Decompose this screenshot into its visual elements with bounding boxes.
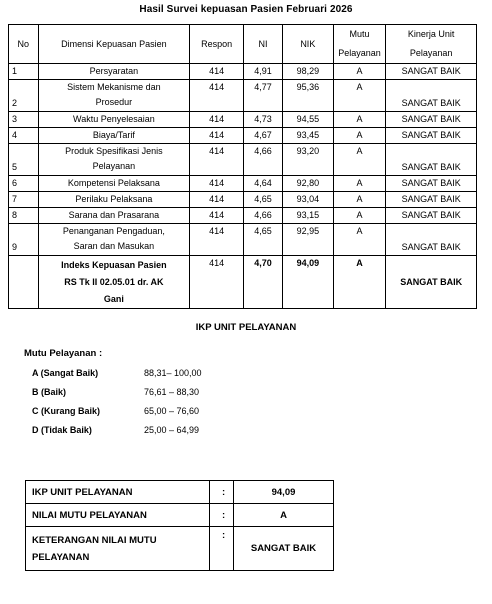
cell-dimensi: [38, 64, 190, 80]
cell-kinerja: SANGAT BAIK: [386, 64, 477, 80]
cell-dimensi: [38, 192, 190, 208]
cell-respon: 414: [190, 224, 244, 256]
dimensi-line: Biaya/Tarif: [92, 130, 135, 140]
ikp-heading: IKP UNIT PELAYANAN: [195, 322, 297, 333]
cell-kinerja: SANGAT BAIK: [386, 112, 477, 128]
cell-dimensi: [38, 144, 190, 176]
cell-indeks-name: [38, 256, 190, 309]
header-no: No: [9, 25, 39, 64]
cell-no: 5: [9, 144, 39, 176]
dimensi-line: Sistem Mekanisme dan: [67, 82, 161, 92]
cell-respon: 414: [190, 144, 244, 176]
cell-no: 2: [9, 80, 39, 112]
cell-ni: 4,65: [244, 224, 283, 256]
legend-grade: A (Sangat Baik): [32, 368, 99, 378]
legend-grade: B (Baik): [32, 387, 67, 397]
cell-respon: 414: [190, 192, 244, 208]
table-row: [9, 224, 477, 256]
cell-nik: 98,29: [283, 64, 334, 80]
dimensi-line: Prosedur: [95, 97, 133, 107]
cell-ni: 4,77: [244, 80, 283, 112]
table-row: [9, 192, 477, 208]
dimensi-line: Waktu Penyelesaian: [73, 114, 155, 124]
cell-ni: 4,67: [244, 128, 283, 144]
legend-row: [32, 425, 202, 444]
summary-row-nilai: [26, 504, 334, 527]
header-kinerja: Kinerja Unit Pelayanan: [386, 25, 477, 64]
cell-ni: 4,66: [244, 208, 283, 224]
cell-respon: 414: [190, 112, 244, 128]
cell-kinerja: SANGAT BAIK: [386, 224, 477, 256]
table-row: [9, 176, 477, 192]
cell-ni: 4,73: [244, 112, 283, 128]
cell-dimensi: [38, 176, 190, 192]
legend-grade: D (Tidak Baik): [32, 425, 92, 435]
summary-nilai-value: A: [234, 504, 334, 527]
cell-nik: 92,95: [283, 224, 334, 256]
indeks-name-line: RS Tk II 02.05.01 dr. AK: [64, 277, 164, 287]
cell-respon: 414: [190, 64, 244, 80]
cell-nik: 93,20: [283, 144, 334, 176]
header-mutu: Mutu Pelayanan: [333, 25, 386, 64]
cell-ni: 4,70: [244, 256, 283, 309]
cell-dimensi: [38, 208, 190, 224]
cell-dimensi: [38, 128, 190, 144]
legend-row: [32, 368, 202, 387]
survey-results-table: [8, 24, 477, 309]
cell-dimensi: [38, 80, 190, 112]
cell-mutu: A: [333, 192, 386, 208]
cell-mutu: A: [333, 128, 386, 144]
cell-mutu: A: [333, 256, 386, 309]
cell-mutu: A: [333, 176, 386, 192]
cell-nik: 95,36: [283, 80, 334, 112]
table-row: [9, 144, 477, 176]
summary-separator: :: [210, 504, 234, 527]
header-respon: Respon: [190, 25, 244, 64]
cell-respon: 414: [190, 176, 244, 192]
cell-ni: 4,66: [244, 144, 283, 176]
cell-mutu: A: [333, 224, 386, 256]
cell-respon: 414: [190, 128, 244, 144]
cell-no: 1: [9, 64, 39, 80]
summary-keterangan-label: KETERANGAN NILAI MUTU PELAYANAN: [26, 527, 210, 571]
cell-respon: 414: [190, 80, 244, 112]
table-row: [9, 208, 477, 224]
cell-kinerja: SANGAT BAIK: [386, 80, 477, 112]
dimensi-line: Kompetensi Pelaksana: [67, 178, 160, 188]
cell-nik: 92,80: [283, 176, 334, 192]
table-header-row: [9, 25, 477, 64]
summary-separator: :: [210, 527, 234, 571]
cell-kinerja: SANGAT BAIK: [386, 128, 477, 144]
legend-row: [32, 406, 202, 425]
mutu-legend: [32, 368, 202, 444]
dimensi-line: Persyaratan: [89, 66, 139, 76]
summary-row-keterangan: [26, 527, 334, 571]
dimensi-line: Pelayanan: [92, 161, 136, 171]
summary-nilai-label: NILAI MUTU PELAYANAN: [26, 504, 210, 527]
cell-no: 9: [9, 224, 39, 256]
cell-no: 7: [9, 192, 39, 208]
dimensi-line: Produk Spesifikasi Jenis: [65, 146, 163, 156]
legend-range: 65,00 – 76,60: [144, 406, 200, 416]
dimensi-line: Perilaku Pelaksana: [75, 194, 153, 204]
table-row: [9, 128, 477, 144]
cell-no: 4: [9, 128, 39, 144]
cell-respon: 414: [190, 208, 244, 224]
mutu-pelayanan-title: Mutu Pelayanan :: [24, 348, 103, 359]
dimensi-line: Sarana dan Prasarana: [68, 210, 160, 220]
table-row: [9, 80, 477, 112]
cell-nik: 94,09: [283, 256, 334, 309]
cell-kinerja: SANGAT BAIK: [386, 144, 477, 176]
summary-separator: :: [210, 481, 234, 504]
legend-grade: C (Kurang Baik): [32, 406, 101, 416]
cell-nik: 94,55: [283, 112, 334, 128]
header-dimensi: Dimensi Kepuasan Pasien: [38, 25, 190, 64]
header-ni: NI: [244, 25, 283, 64]
header-nik: NIK: [283, 25, 334, 64]
cell-dimensi: [38, 112, 190, 128]
legend-range: 76,61 – 88,30: [144, 387, 200, 397]
cell-kinerja: SANGAT BAIK: [386, 192, 477, 208]
cell-mutu: A: [333, 112, 386, 128]
cell-nik: 93,04: [283, 192, 334, 208]
table-row: [9, 64, 477, 80]
cell-no: [9, 256, 39, 309]
legend-row: [32, 387, 202, 406]
cell-kinerja: SANGAT BAIK: [386, 208, 477, 224]
cell-mutu: A: [333, 144, 386, 176]
cell-no: 3: [9, 112, 39, 128]
summary-ikp-label: IKP UNIT PELAYANAN: [26, 481, 210, 504]
summary-keterangan-value: SANGAT BAIK: [234, 527, 334, 571]
summary-row-ikp: [26, 481, 334, 504]
legend-range: 25,00 – 64,99: [144, 425, 200, 435]
cell-dimensi: [38, 224, 190, 256]
cell-kinerja: SANGAT BAIK: [386, 176, 477, 192]
ikp-summary-table: [25, 480, 334, 571]
cell-ni: 4,91: [244, 64, 283, 80]
cell-nik: 93,45: [283, 128, 334, 144]
table-row: [9, 112, 477, 128]
legend-range: 88,31– 100,00: [144, 368, 202, 378]
indeks-name-line: Gani: [103, 294, 124, 304]
document-title: Hasil Survei kepuasan Pasien Februari 2026: [139, 4, 353, 15]
summary-ikp-value: 94,09: [234, 481, 334, 504]
dimensi-line: Saran dan Masukan: [73, 241, 155, 251]
table-summary-row: [9, 256, 477, 309]
cell-nik: 93,15: [283, 208, 334, 224]
cell-respon: 414: [190, 256, 244, 309]
cell-no: 6: [9, 176, 39, 192]
cell-ni: 4,64: [244, 176, 283, 192]
cell-kinerja: SANGAT BAIK: [386, 256, 477, 309]
cell-no: 8: [9, 208, 39, 224]
indeks-name-line: Indeks Kepuasan Pasien: [61, 260, 167, 270]
cell-ni: 4,65: [244, 192, 283, 208]
cell-mutu: A: [333, 80, 386, 112]
cell-mutu: A: [333, 64, 386, 80]
cell-mutu: A: [333, 208, 386, 224]
dimensi-line: Penanganan Pengaduan,: [62, 226, 165, 236]
